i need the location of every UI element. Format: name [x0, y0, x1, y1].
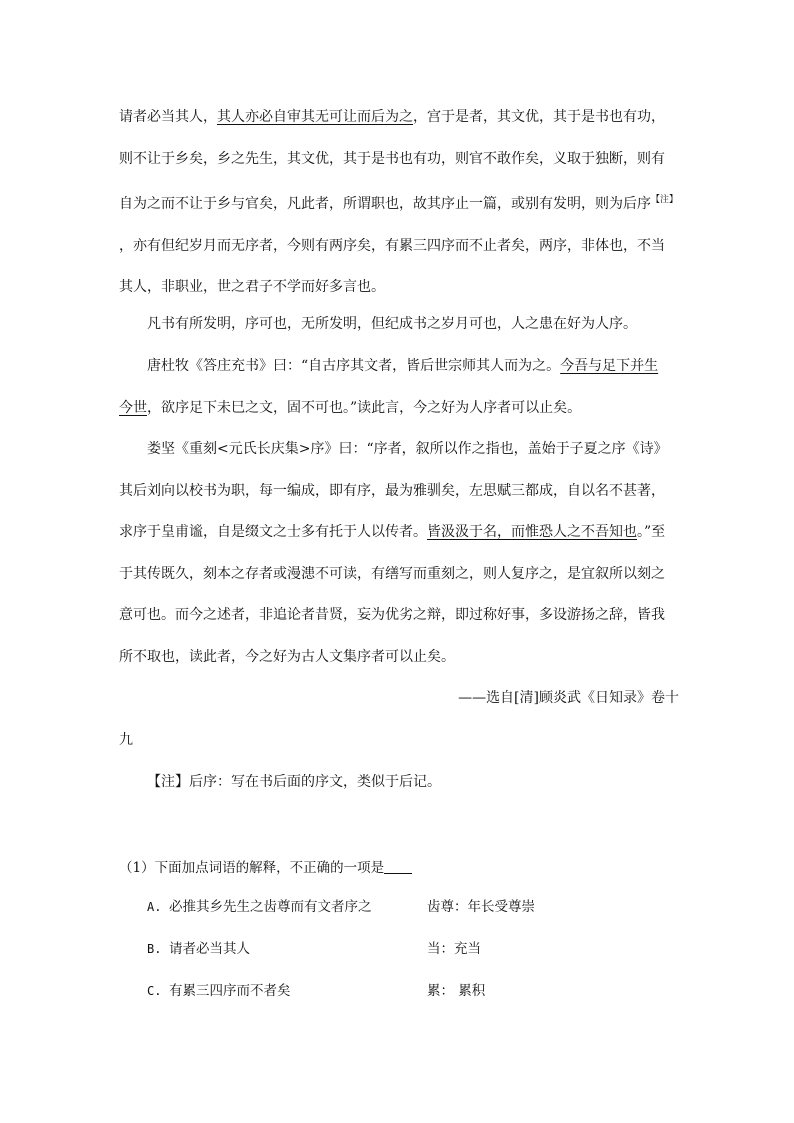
- option-c: [147, 981, 667, 1001]
- text-line: 娄坚《重刻<元氏长庆集>序》曰：“序者，叙所以作之指也，盖始于子夏之序《诗》: [147, 441, 668, 457]
- text-segment: ，欲序足下未巳之文，固不可也。”读此言，今之好为人序者可以止矣。: [147, 399, 582, 416]
- option-letter: C.: [147, 984, 162, 998]
- option-explanation: 当：充当: [427, 941, 481, 957]
- question-text: （1）下面加点词语的解释，不正确的一项是: [119, 860, 385, 876]
- answer-blank[interactable]: [384, 859, 412, 874]
- option-letter: B.: [147, 942, 162, 956]
- underlined-text: 皆汲汲于名，而惟恐人之不吾知也: [427, 524, 637, 540]
- text-line: 所不取也，读此者，今之好为古人文集序者可以止矣。: [119, 648, 455, 665]
- text-line: [119, 346, 679, 388]
- text-line: [119, 97, 679, 139]
- footnote-text: 【注】后序：写在书后面的序文，类似于后记。: [147, 774, 441, 790]
- text-line: 凡书有所发明，序可也，无所发明，但纪成书之岁月可也，人之患在好为人序。: [147, 316, 637, 332]
- underlined-text: 其人亦必自审其无可让而后为之: [217, 109, 413, 125]
- option-explanation: 齿尊：年长受尊崇: [427, 899, 535, 915]
- paragraph-2: [119, 304, 679, 346]
- text-line: 意可也。而今之述者，非追论者昔贤，妄为优劣之辩，即过称好事，多设游扬之辞，皆我: [119, 607, 665, 623]
- text-segment: 请者必当其人，: [119, 109, 217, 125]
- option-text: 必推其乡先生之齿尊而有文者序之: [169, 899, 372, 915]
- text-segment: 。”至: [637, 524, 666, 540]
- footnote: [119, 762, 679, 804]
- text-segment: ，宫于是者，其文优，其于是书也有功，: [413, 109, 665, 125]
- option-text: 请者必当其人: [169, 941, 250, 957]
- source-line: ——选自[清]顾炎武《日知录》卷十: [458, 690, 679, 706]
- text-segment: 自为之而不让于乡与官矣，凡此者，所谓职也，故其序止一篇，或别有发明，则为后序: [119, 196, 651, 212]
- source-attribution: [119, 678, 679, 720]
- text-line: 则不让于乡矣，乡之先生，其文优，其于是书也有功，则官不敢作矣，义取于独断，则有: [119, 150, 665, 167]
- text-line: 于其传既久，刻本之存者或漫漶不可读，有缮写而重刻之，则人复序之，是宜叙所以刻之: [119, 565, 665, 582]
- text-line: 其后刘向以校书为职，每一编成，即有序，最为雅驯矣，左思赋三都成，自以名不甚著，: [119, 482, 665, 499]
- option-letter: A.: [147, 900, 162, 914]
- option-text: 有累三四序而不者矣: [169, 983, 291, 999]
- text-line: ，亦有但纪岁月而无序者，今则有两序矣，有累三四序而不止者矣，两序，非体也，不当: [119, 237, 665, 254]
- text-line: [119, 388, 679, 430]
- underlined-text: 今吾与足下并生: [560, 358, 659, 374]
- paragraph-3: [119, 346, 679, 429]
- footnote-marker: 【注】: [651, 195, 679, 205]
- text-line: [119, 512, 679, 554]
- paragraph-1: [119, 97, 679, 309]
- underlined-text: 今世: [119, 399, 147, 416]
- text-segment: 唐杜牧《答庄充书》曰：“自古序其文者，皆后世宗师其人而为之。: [147, 358, 561, 374]
- text-segment: 求序于皇甫谧，自是缀文之士多有托于人以传者。: [119, 524, 427, 540]
- question-stem: [119, 858, 412, 878]
- option-b: [147, 939, 667, 959]
- option-a: [147, 897, 667, 917]
- text-line: [119, 180, 679, 226]
- source-line: 九: [119, 732, 133, 748]
- source-attribution-wrap: [119, 720, 679, 762]
- text-line: 其人，非职业，世之君子不学而好多言也。: [119, 279, 385, 295]
- paragraph-4: [119, 429, 679, 678]
- option-explanation: 累： 累积: [427, 983, 486, 999]
